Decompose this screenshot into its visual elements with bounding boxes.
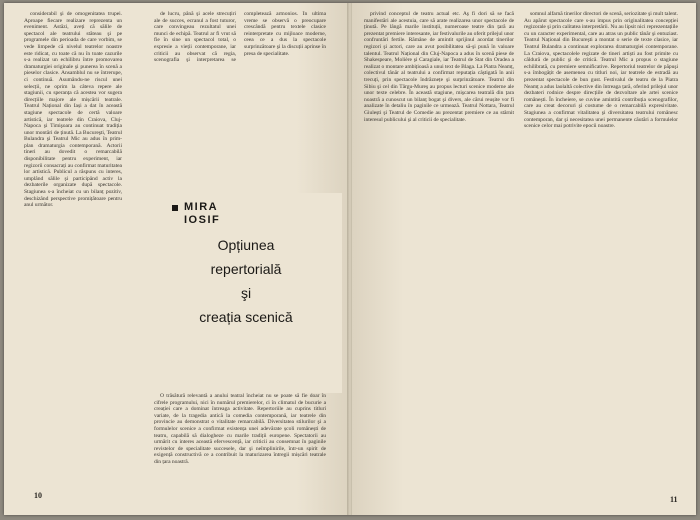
title-line-3: şi xyxy=(240,285,252,301)
author-first-name: MIRA xyxy=(184,201,219,213)
paragraph: privind conceptul de teatru actual etc. Aş fi dori să se facă manifestări ale acestuia, care să arate realizarea unor spectacole de ținută. Pe lângă marile instituții, numeroase teatre din țară au prezentat premiere interesante, iar festivalurile au oferit prilejul unor confruntări fertile. Rămâne de amintit sprijinul acordat tinerilor regizori şi actori, care au avut posibilitatea să-şi pună în valoare talentul. Teatrul Național din Cluj-Napoca a adus în scenă piese de Shakespeare, Molière şi Caragiale, iar Teatrul de Stat din Oradea a realizat o montare ambițioasă a unui text de Blaga. La Piatra Neamț, colectivul tânăr al teatrului a confirmat reputația câștigată în anii trecuți, prin spectacole îndrăznețe şi surprinzătoare. Teatrul din Sibiu şi cel din Târgu-Mureş au propus lecturi scenice moderne ale unor texte celebre. În această stagiune, mişcarea teatrală din țara noastră a cunoscut un bilanț bogat şi divers, ale cărui reușite vor fi analizate în detaliu în paginile ce urmează. Teatrul Nottara, Teatrul Giulești şi Teatrul de Comedie au prezentat premiere ce au stârnit interesul publicului şi al criticii de specialitate. xyxy=(364,11,514,123)
paragraph: de lucru, până şi acele strecuțiri ale de succes, ecranul a fost tuturor, care convingeau rezultatul unei munci de echipă. Teatrul ar fi vrut să fie în sine un spectacol total, o expresie a vieții contemporane, iar criticii au observat că regia, scenografia şi interpretarea se completează armonios. În ultima vreme se observă o preocupare crescândă pentru textele clasice reinterpretate cu mijloace moderne, ceea ce a dus la spectacole surprinzătoare şi la discuții aprinse în presa de specialitate. xyxy=(154,11,326,64)
left-page xyxy=(4,3,348,515)
page-number-right: 11 xyxy=(670,495,678,504)
right-column-2 xyxy=(524,11,678,489)
paragraph: somnul alfarnă tinerilor directori de scenă, seriozitate şi mult talent. Au apărut spectacole care s-au impus prin originalitatea concepției regizorale şi prin calitatea interpretării. Nu au lipsit nici reprezentațiile cu un caracter experimental, care au atras un public tânăr şi entuziast. Teatrul Național din Bucureşti a montat o serie de texte clasice, iar Teatrul Bulandra a continuat explorarea dramaturgiei contemporane. La Craiova, spectacolele regizate de tineri artiști au fost primite cu căldură de public şi de critică. Teatrul Mic a propus o stagiune echilibrată, cu premiere semnificative. Repertoriul teatrelor de păpuşi s-a îmbogățit de asemenea cu titluri noi, iar teatrele de estradă au prezentat spectacole de bun gust. Festivalul de teatru de la Piatra Neamț a adus laolaltă colective din întreaga țară, oferind prilejul unor dezbateri rodnice despre direcțiile de dezvoltare ale artei scenice românești. În încheiere, se cuvine amintită contribuția scenografilor, care au creat decoruri şi costume de o remarcabilă expresivitate. Stagiunea a confirmat vitalitatea şi diversitatea teatrului românesc contemporan, dar şi necesitatea unei permanente căutări a formulelor scenice celor mai potrivite epocii noastre. xyxy=(524,11,678,130)
left-column-1 xyxy=(24,11,122,481)
paragraph: O trăsătură relevantă a anului teatral încheiat nu se poate să fie doar în cifrele programului, nici în numărul premierelor, ci în climatul de bucurie a creației care a dominat întreaga activitate. Repertoriile au cuprins titluri variate, de la tragedia antică la comedia contemporană, iar teatrele din provincie au demonstrat o vitalitate remarcabilă. Diversitatea stilurilor şi a formulelor scenice a confirmat existența unei adevărate școli românești de teatru, capabilă să dialogheze cu marile tradiții europene. Spectatorii au urmărit cu interes această efervescență, iar criticii au consemnat în paginile revistelor de specialitate succesele, dar şi neîmplinirile, într-un spirit de exigență constructivă ce a contribuit la maturizarea întregii mișcări teatrale din țara noastră. xyxy=(154,393,326,465)
page-number-left: 10 xyxy=(34,491,42,500)
left-column-2 xyxy=(154,11,326,189)
title-line-1: Opțiunea xyxy=(217,237,275,253)
right-page xyxy=(352,3,696,515)
article-title-block xyxy=(154,193,342,393)
article-title xyxy=(162,233,330,329)
bullet-square-icon xyxy=(172,205,178,211)
title-line-2: repertorială xyxy=(210,261,282,277)
paragraph: considerabil şi de omogenitatea trupei. Aproape fiecare realizare reprezenta un eveniment. Astăzi, aveți că sălile de spectacol ale teatrului stăteau şi pe programele din perioada de care vorbim, se vede limpede că nivelul teatrelor noastre este ridicat, cu toate că nu în toate cazurile s-a realizat un echilibru între promovarea dramaturgiei originale şi punerea în scenă a pieselor clasice. Ansamblul nu se întrerupe, ci continuă. Asumându-ne riscul unei selecții, ne oprim la câteva repere ale stagiunii, cu speranța că acestea vor sugera direcțiile majore ale mișcării teatrale. Teatrul Național din Iași a dat în această stagiune spectacole de certă valoare artistică, iar teatrele din Craiova, Cluj-Napoca şi Timişoara au continuat tradiția unor montări de ținută. La Bucureşti, Teatrul Bulandra şi Teatrul Mic au adus în prim-plan dramaturgia contemporană. Actorii tineri au dovedit o remarcabilă disponibilitate pentru experiment, iar regizorii consacrați au confirmat maturitatea lor artistică. Publicul a răspuns cu interes, umplând sălile şi participând activ la dezbaterile organizate după spectacole. Stagiunea s-a încheiat cu un bilanț pozitiv, deschizând perspective promițătoare pentru anul următor. xyxy=(24,11,122,209)
book-spread xyxy=(4,3,696,515)
right-column-1 xyxy=(364,11,514,489)
author-last-name: IOSIF xyxy=(184,213,221,226)
author-name xyxy=(184,201,304,226)
left-column-4 xyxy=(154,393,326,485)
title-line-4: creația scenică xyxy=(199,309,293,325)
